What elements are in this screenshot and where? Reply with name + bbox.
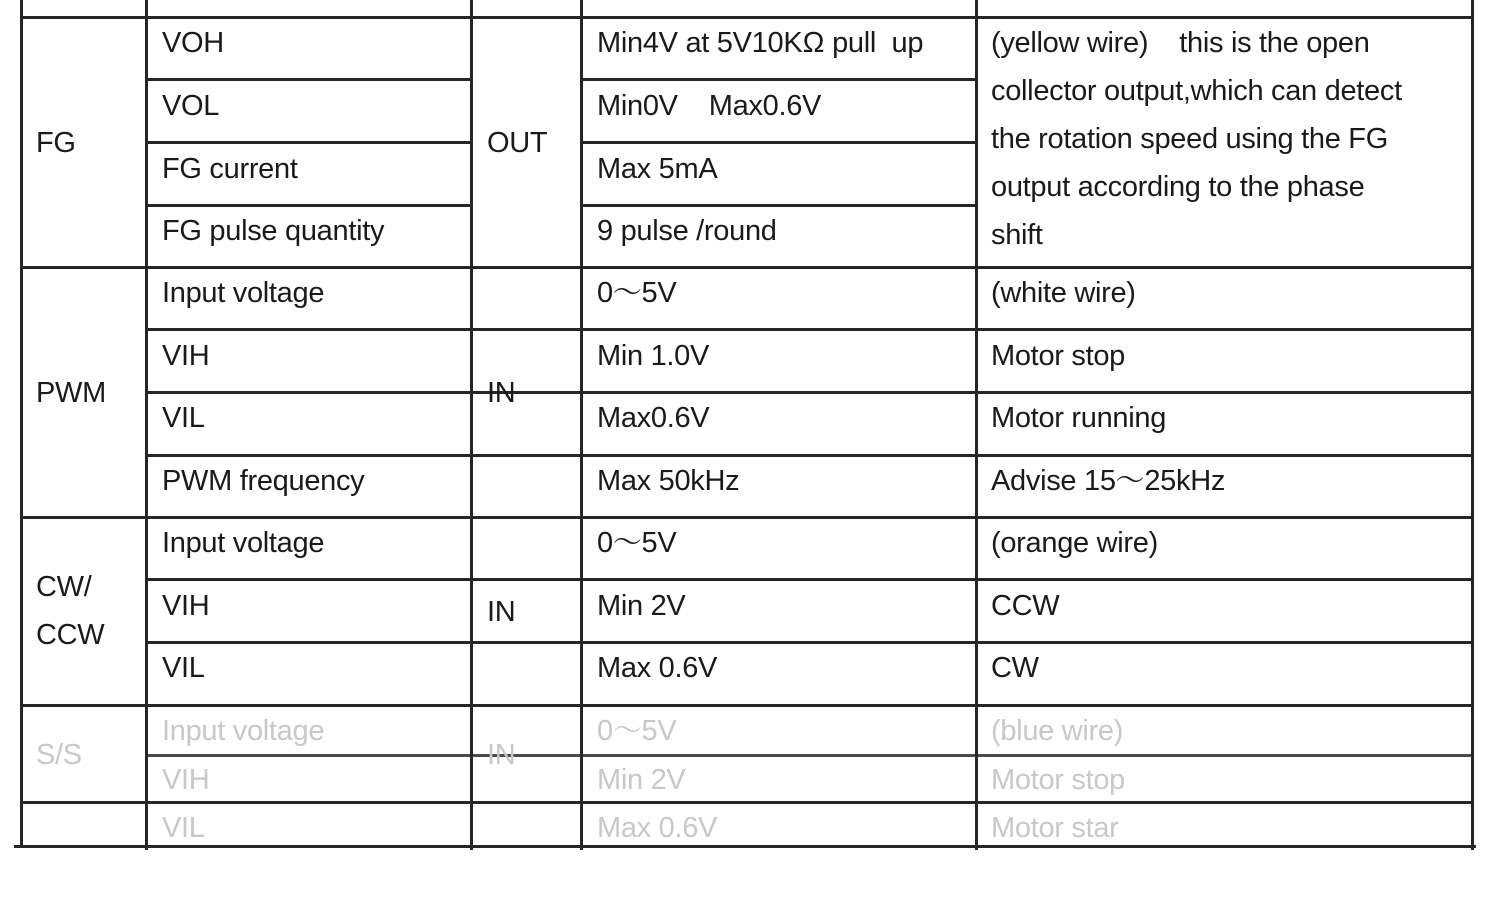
value-cell: Max 0.6V: [597, 652, 718, 684]
value-cell: 0～5V: [597, 715, 677, 747]
note-cell: Motor star: [991, 812, 1119, 844]
fg-description-line: collector output,which can detect: [991, 75, 1402, 107]
note-cell: (orange wire): [991, 527, 1158, 559]
note-cell: Motor stop: [991, 340, 1125, 372]
value-cell: Min0V Max0.6V: [597, 90, 822, 122]
value-cell: Max0.6V: [597, 402, 710, 434]
rule: [145, 328, 1474, 331]
value-cell: 0～5V: [597, 277, 677, 309]
value-cell: Max 50kHz: [597, 465, 740, 497]
fg-description-line: shift: [991, 219, 1043, 251]
param-cell: VIH: [162, 764, 210, 796]
rule: [580, 78, 976, 81]
col-rule: [580, 0, 583, 850]
rule-bottom: [14, 845, 1476, 848]
section-name-fg: FG: [36, 127, 76, 159]
rule: [145, 204, 472, 207]
param-cell: FG current: [162, 153, 298, 185]
rule: [145, 454, 1474, 457]
section-name-cw: CW/: [36, 571, 92, 603]
note-cell: CW: [991, 652, 1039, 684]
col-rule: [975, 0, 978, 850]
rule-section: [20, 704, 1474, 707]
value-cell: Max 5mA: [597, 153, 718, 185]
direction-pwm: IN: [487, 377, 516, 409]
col-rule: [145, 0, 148, 850]
direction-cw-ccw: IN: [487, 596, 516, 628]
param-cell: PWM frequency: [162, 465, 365, 497]
value-cell: Min 2V: [597, 764, 686, 796]
rule: [145, 141, 472, 144]
rule: [580, 141, 976, 144]
rule: [145, 578, 1474, 581]
value-cell: Max 0.6V: [597, 812, 718, 844]
rule-section: [20, 516, 1474, 519]
value-cell: Min 1.0V: [597, 340, 710, 372]
value-cell: Min4V at 5V10KΩ pull up: [597, 27, 924, 59]
fg-description-line: (yellow wire) this is the open: [991, 27, 1370, 59]
rule-section: [20, 266, 1474, 269]
param-cell: Input voltage: [162, 527, 325, 559]
note-cell: (blue wire): [991, 715, 1124, 747]
note-cell: CCW: [991, 590, 1060, 622]
direction-ss: IN: [487, 739, 516, 771]
rule: [145, 78, 472, 81]
param-cell: FG pulse quantity: [162, 215, 385, 247]
rule: [145, 754, 1474, 757]
value-cell: 0～5V: [597, 527, 677, 559]
param-cell: VOL: [162, 90, 220, 122]
rule: [580, 204, 976, 207]
direction-fg: OUT: [487, 127, 548, 159]
param-cell: VIL: [162, 402, 205, 434]
param-cell: VIH: [162, 590, 210, 622]
param-cell: VIL: [162, 652, 205, 684]
fg-description-line: the rotation speed using the FG: [991, 123, 1388, 155]
note-cell: Motor stop: [991, 764, 1125, 796]
param-cell: VIL: [162, 812, 205, 844]
param-cell: Input voltage: [162, 715, 325, 747]
value-cell: 9 pulse /round: [597, 215, 777, 247]
fg-description-line: output according to the phase: [991, 171, 1365, 203]
col-rule: [1471, 0, 1474, 850]
col-rule: [20, 801, 23, 846]
param-cell: Input voltage: [162, 277, 325, 309]
rule: [145, 391, 1474, 394]
section-name-ccw: CCW: [36, 619, 105, 651]
col-rule: [470, 0, 473, 850]
section-name-pwm: PWM: [36, 377, 106, 409]
param-cell: VIH: [162, 340, 210, 372]
col-rule: [20, 0, 23, 803]
note-cell: Motor running: [991, 402, 1167, 434]
section-name-ss: S/S: [36, 739, 82, 771]
note-cell: (white wire): [991, 277, 1136, 309]
rule-section: [20, 801, 1474, 804]
rule: [145, 641, 1474, 644]
note-cell: Advise 15～25kHz: [991, 465, 1226, 497]
value-cell: Min 2V: [597, 590, 686, 622]
param-cell: VOH: [162, 27, 224, 59]
